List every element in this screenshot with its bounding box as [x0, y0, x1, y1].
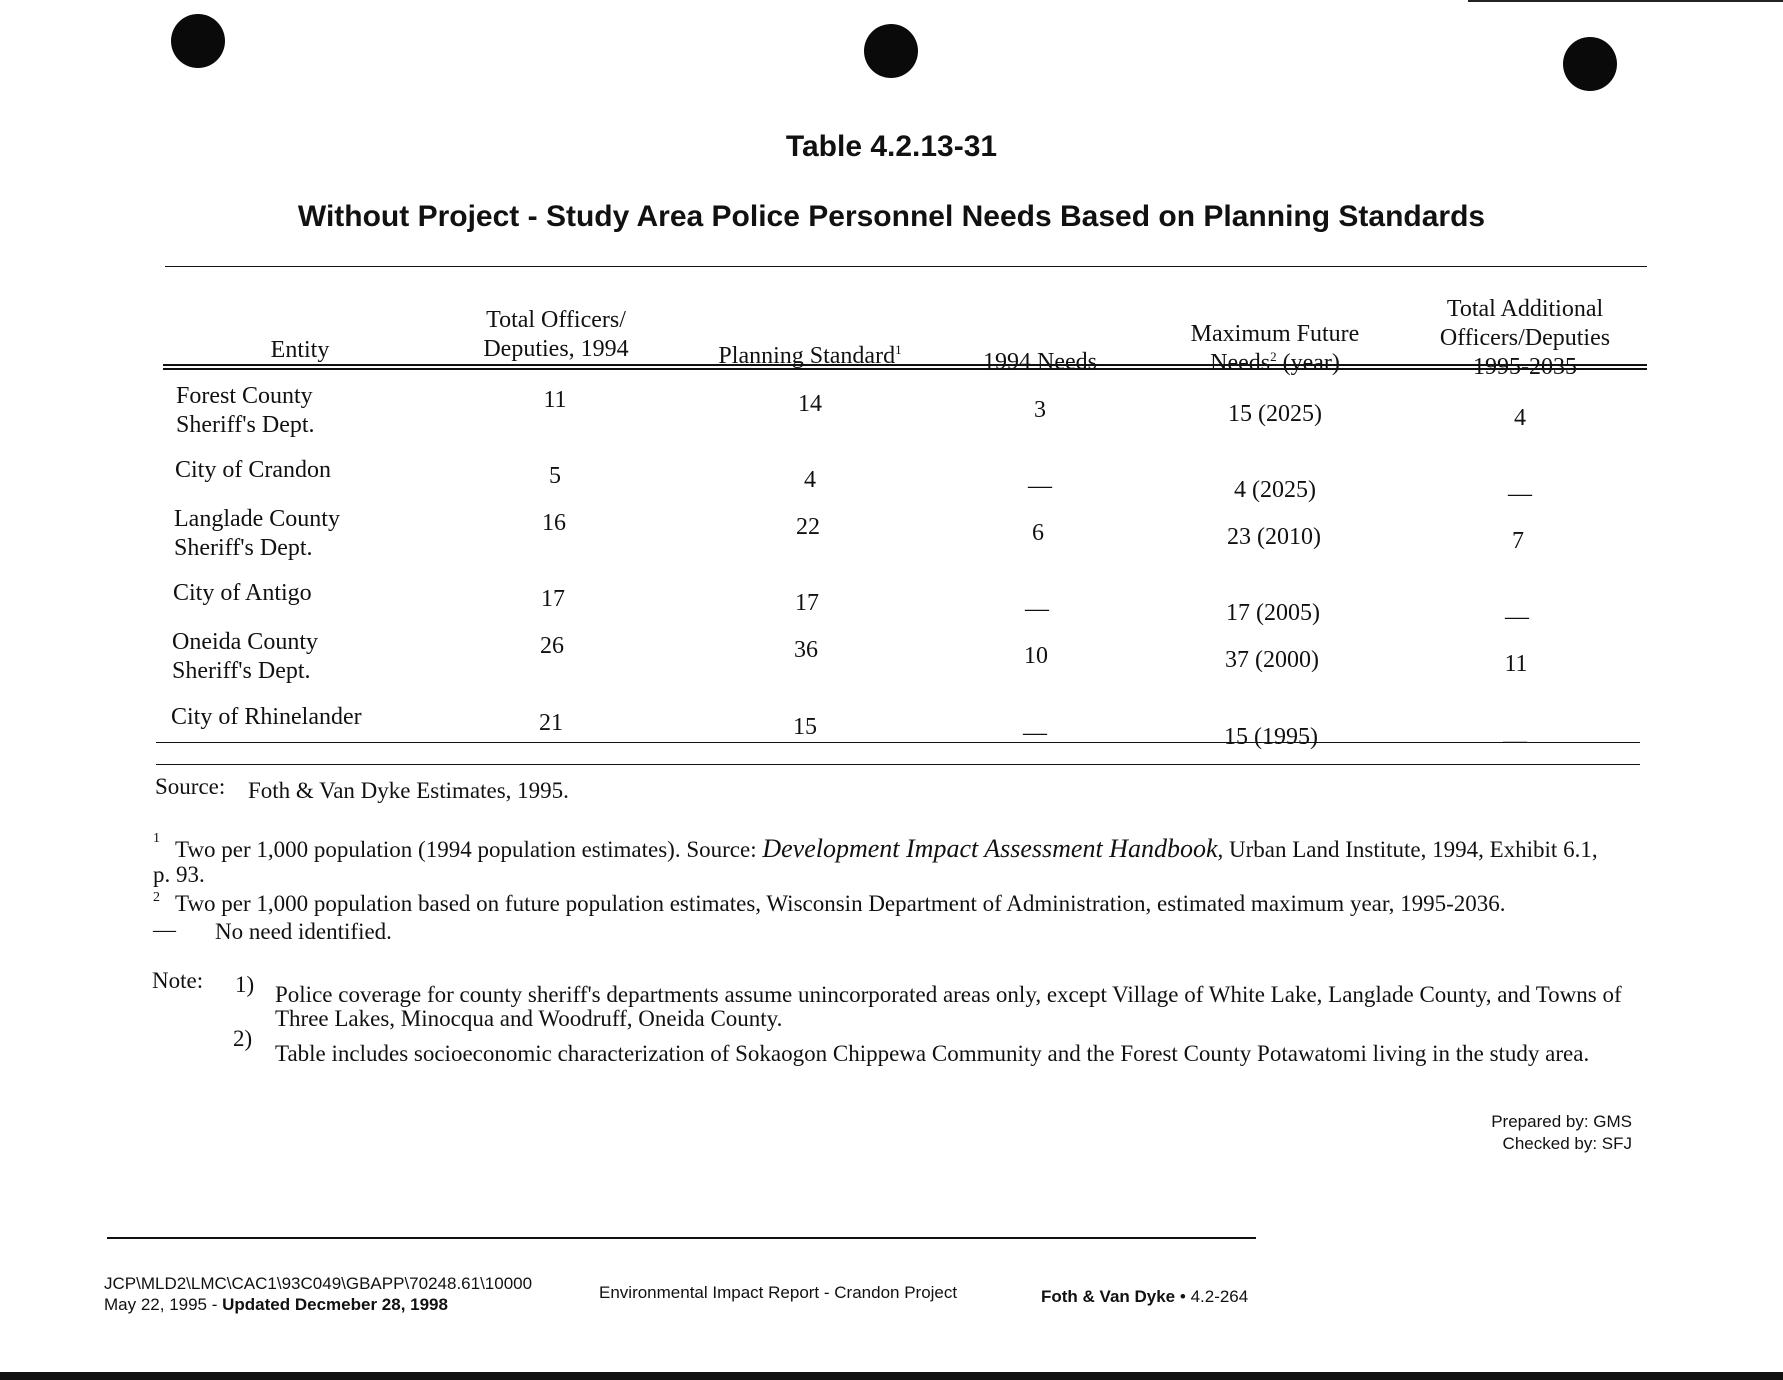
column-header-max-line2: Needs$^2$ (year): [1210, 349, 1340, 376]
table-cell-max: 37 (2000): [1225, 647, 1319, 673]
column-header-max-future-needs: [1150, 320, 1400, 378]
column-header-additional-line2: Officers/Deputies: [1439, 325, 1611, 351]
note-1-number: 1): [235, 972, 255, 997]
table-cell-planning: 15: [793, 714, 817, 740]
note-label: Note:: [152, 968, 204, 993]
source-text: Foth & Van Dyke Estimates, 1995.: [248, 778, 569, 803]
table-cell-total: 17: [541, 586, 565, 612]
column-header-entity: Entity: [270, 337, 330, 363]
table-cell-additional: 4: [1514, 405, 1526, 431]
footer-report-title: Environmental Impact Report - Crandon Project: [599, 1283, 958, 1302]
table-cell-total: 5: [549, 463, 561, 489]
punch-hole-center: [864, 24, 918, 78]
table-row-entity: City of Rhinelander: [171, 704, 362, 730]
table-cell-needs: —: [1028, 473, 1052, 499]
footnote-1-continuation: p. 93.: [153, 862, 205, 887]
table-number: Table 4.2.13-31: [785, 130, 998, 163]
table-cell-additional: —: [1505, 604, 1529, 630]
footer-rule: [107, 1237, 1256, 1239]
note-1-continuation: Three Lakes, Minocqua and Woodruff, Oneida County.: [275, 1006, 783, 1031]
table-cell-planning: 36: [794, 637, 818, 663]
column-header-total-officers-line1: Total Officers/: [486, 307, 626, 333]
note-2-number: 2): [233, 1026, 253, 1051]
table-cell-needs: 10: [1024, 643, 1048, 669]
table-cell-total: 26: [540, 633, 564, 659]
footer-date: May 22, 1995 - Updated Decmeber 28, 1998: [104, 1295, 448, 1314]
note-2: Table includes socioeconomic characterization of Sokaogon Chippewa Community and the Forest County Potawatomi living in the study area.: [275, 1041, 1590, 1066]
table-cell-max: 15 (1995): [1224, 724, 1318, 750]
table-cell-additional: —: [1508, 481, 1532, 507]
table-bottom-rule-2: [156, 764, 1640, 765]
table-top-rule: [165, 266, 1647, 267]
checked-by: Checked by: SFJ: [1502, 1134, 1632, 1153]
footnote-dash: No need identified.: [215, 919, 392, 944]
table-cell-planning: 17: [795, 590, 819, 616]
column-header-total-additional: [1400, 295, 1650, 382]
column-header-additional-line1: Total Additional: [1446, 296, 1604, 322]
footer-file-path: JCP\MLD2\LMC\CAC1\93C049\GBAPP\70248.61\10000: [104, 1274, 533, 1293]
table-row-entity: City of Antigo: [173, 580, 312, 606]
table-cell-additional: —: [1503, 728, 1527, 754]
footer-company-page: Foth & Van Dyke • 4.2-264: [1041, 1287, 1249, 1306]
table-cell-needs: —: [1025, 596, 1049, 622]
footnote-2: Two per 1,000 population based on future population estimates, Wisconsin Department of Administration, estimated maximum year, 1995-2036.: [175, 891, 1506, 916]
table-cell-additional: 11: [1504, 651, 1528, 677]
table-cell-planning: 22: [796, 514, 820, 540]
column-header-1994-needs: 1994 Needs: [983, 349, 1097, 375]
table-cell-needs: —: [1023, 720, 1047, 746]
table-cell-additional: 7: [1512, 528, 1524, 554]
table-cell-total: 16: [542, 510, 566, 536]
table-bottom-rule-1: [156, 742, 1640, 743]
table-row-entity: Oneida County Sheriff's Dept.: [172, 629, 318, 684]
table-row-entity: Forest County Sheriff's Dept.: [176, 383, 315, 438]
table-cell-max: 17 (2005): [1226, 600, 1320, 626]
table-cell-needs: 6: [1032, 520, 1044, 546]
punch-hole-left: [171, 14, 225, 68]
footnote-1-mark: 1: [153, 831, 160, 846]
column-header-planning-standard: Planning Standard$^1$: [718, 342, 902, 369]
table-cell-max: 15 (2025): [1228, 401, 1322, 427]
note-1: Police coverage for county sheriff's departments assume unincorporated areas only, except Village of White Lake, Langlade County, and Towns of: [275, 982, 1622, 1007]
table-cell-planning: 14: [798, 391, 822, 417]
footnote-2-mark: 2: [153, 890, 160, 905]
table-row-entity: City of Crandon: [175, 457, 331, 483]
table-cell-max: 23 (2010): [1227, 524, 1321, 550]
table-cell-needs: 3: [1034, 397, 1046, 423]
table-cell-total: 21: [539, 710, 563, 736]
table-cell-total: 11: [543, 387, 567, 413]
punch-hole-right: [1563, 37, 1617, 91]
page-edge-top: [1468, 0, 1783, 2]
source-label: Source:: [155, 774, 226, 799]
footnote-dash-mark: —: [153, 917, 176, 942]
table-cell-max: 4 (2025): [1234, 477, 1316, 503]
column-header-additional-line3: 1995-2035: [1473, 354, 1577, 380]
table-cell-planning: 4: [804, 467, 816, 493]
table-row-entity: Langlade County Sheriff's Dept.: [174, 506, 340, 561]
column-header-total-officers: [450, 306, 662, 364]
table-title: Without Project - Study Area Police Personnel Needs Based on Planning Standards: [297, 200, 1486, 233]
prepared-by: Prepared by: GMS: [1491, 1112, 1632, 1131]
column-header-max-line1: Maximum Future: [1190, 321, 1360, 347]
footnote-1: Two per 1,000 population (1994 population estimates). Source: Development Impact Assessment Handbook, Urban Land Institute, 1994, Exhibit 6.1,: [175, 834, 1598, 863]
column-header-total-officers-line2: Deputies, 1994: [483, 336, 629, 362]
page-edge-bottom: [0, 1372, 1783, 1380]
